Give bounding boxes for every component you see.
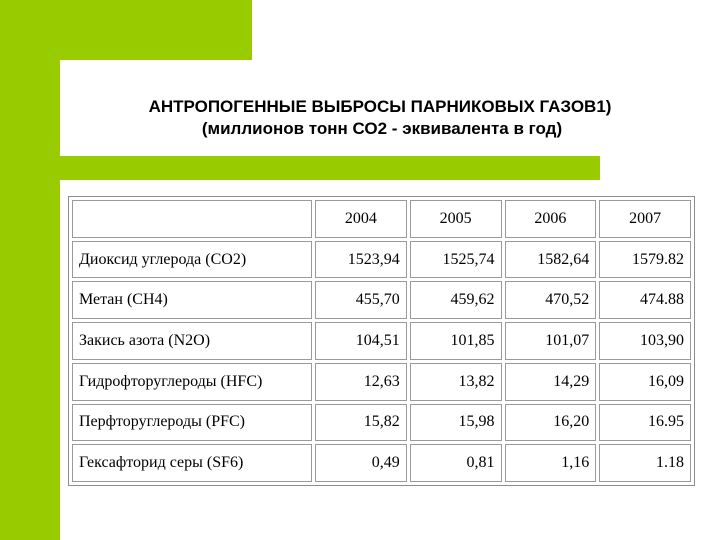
title-line-2: (миллионов тонн СО2 - эквивалента в год) bbox=[201, 119, 563, 138]
value-cell: 0,49 bbox=[315, 444, 407, 482]
table-row bbox=[72, 281, 691, 319]
value-cell: 459,62 bbox=[410, 281, 502, 319]
gas-label-cell: Гексафторид серы (SF6) bbox=[72, 444, 312, 482]
table-row bbox=[72, 363, 691, 401]
table-row bbox=[72, 404, 691, 442]
decor-rule-bar bbox=[18, 156, 600, 180]
value-cell: 16,20 bbox=[505, 404, 597, 442]
gas-label-cell: Перфторуглероды (PFC) bbox=[72, 404, 312, 442]
value-cell: 15,82 bbox=[315, 404, 407, 442]
value-cell: 14,29 bbox=[505, 363, 597, 401]
value-cell: 1525,74 bbox=[410, 241, 502, 279]
value-cell: 103,90 bbox=[599, 322, 691, 360]
value-cell: 101,85 bbox=[410, 322, 502, 360]
gas-label-cell: Диоксид углерода (СО2) bbox=[72, 241, 312, 279]
value-cell: 104,51 bbox=[315, 322, 407, 360]
header-year-cell: 2004 bbox=[315, 200, 407, 238]
header-year-cell: 2007 bbox=[599, 200, 691, 238]
header-year-cell: 2005 bbox=[410, 200, 502, 238]
emissions-table-frame bbox=[68, 196, 695, 486]
gas-label-cell: Закись азота (N2O) bbox=[72, 322, 312, 360]
slide-title bbox=[60, 96, 720, 140]
table-row bbox=[72, 322, 691, 360]
gas-label-cell: Гидрофторуглероды (HFC) bbox=[72, 363, 312, 401]
value-cell: 12,63 bbox=[315, 363, 407, 401]
value-cell: 16.95 bbox=[599, 404, 691, 442]
value-cell: 1,16 bbox=[505, 444, 597, 482]
header-corner-cell bbox=[72, 200, 312, 238]
gas-label-cell: Метан (СН4) bbox=[72, 281, 312, 319]
table-header-row bbox=[72, 200, 691, 238]
value-cell: 1.18 bbox=[599, 444, 691, 482]
header-year-cell: 2006 bbox=[505, 200, 597, 238]
value-cell: 474.88 bbox=[599, 281, 691, 319]
decor-left-bar bbox=[0, 0, 60, 540]
value-cell: 1582,64 bbox=[505, 241, 597, 279]
table-row bbox=[72, 241, 691, 279]
value-cell: 15,98 bbox=[410, 404, 502, 442]
title-line-1: АНТРОПОГЕННЫЕ ВЫБРОСЫ ПАРНИКОВЫХ ГАЗОВ1) bbox=[148, 97, 612, 116]
value-cell: 13,82 bbox=[410, 363, 502, 401]
value-cell: 0,81 bbox=[410, 444, 502, 482]
value-cell: 1523,94 bbox=[315, 241, 407, 279]
value-cell: 455,70 bbox=[315, 281, 407, 319]
value-cell: 470,52 bbox=[505, 281, 597, 319]
emissions-table bbox=[69, 197, 694, 485]
value-cell: 101,07 bbox=[505, 322, 597, 360]
value-cell: 1579.82 bbox=[599, 241, 691, 279]
table-row bbox=[72, 444, 691, 482]
value-cell: 16,09 bbox=[599, 363, 691, 401]
